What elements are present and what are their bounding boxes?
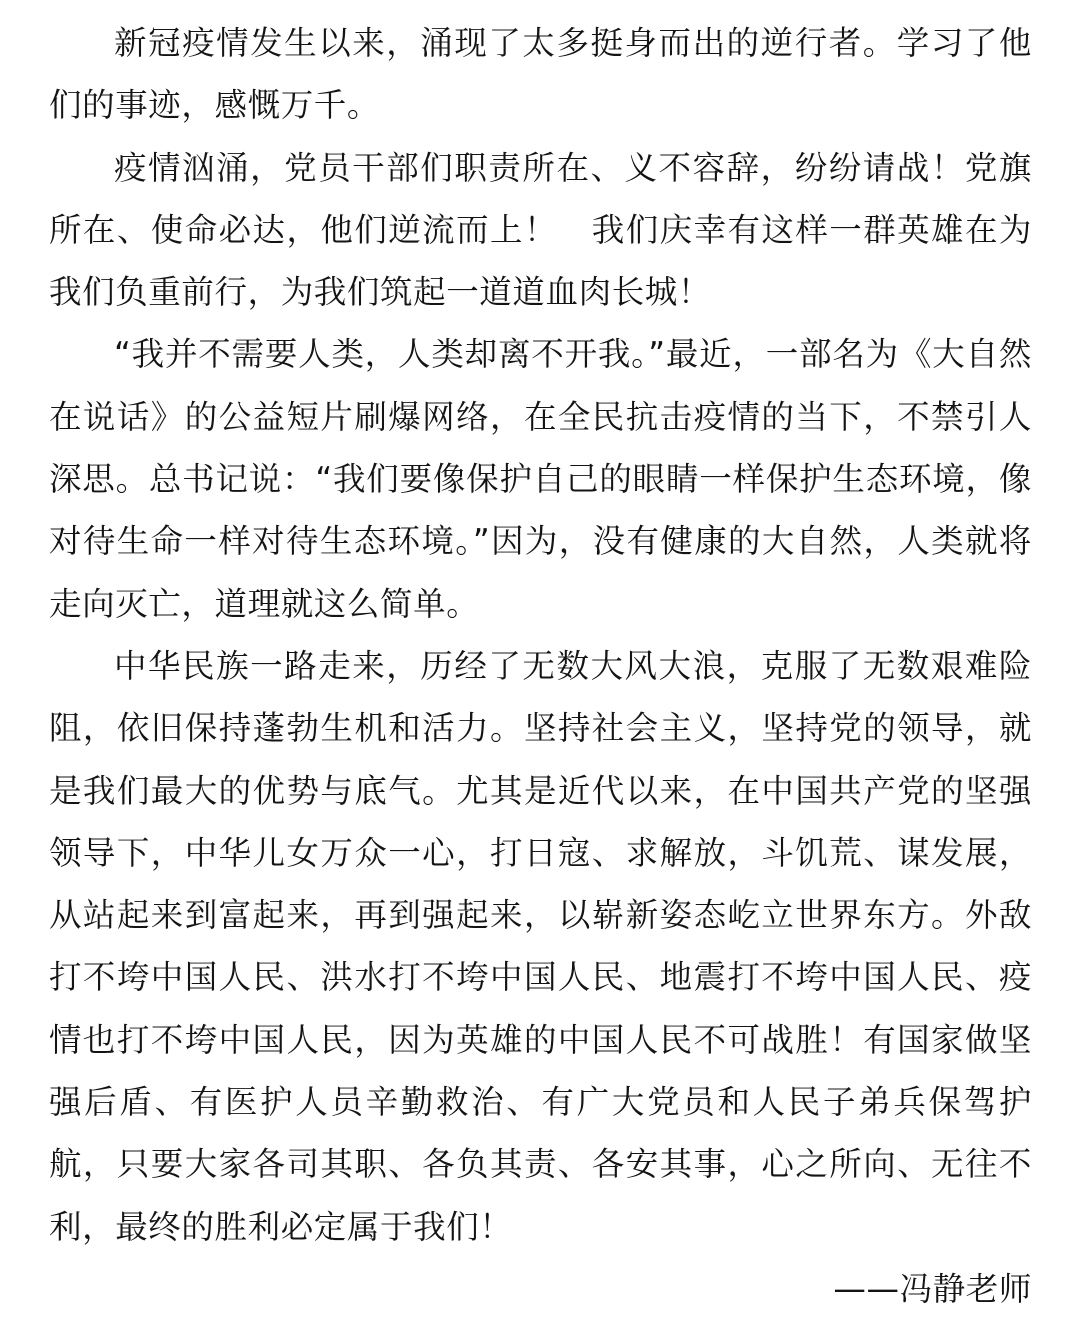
paragraph-3: “我并不需要人类，人类却离不开我。”最近，一部名为《大自然在说话》的公益短片刷爆网络，在全民抗击疫情的当下，不禁引人深思。总书记说：“我们要像保护自己的眼睛一样保护生态环境，像对待生命一样对待生态环境。”因为，没有健康的大自然，人类就将走向灭亡，道理就这么简单。 (49, 335, 1032, 623)
paragraph-2: 疫情汹涌，党员干部们职责所在、义不容辞，纷纷请战！党旗所在、使命必达，他们逆流而上！ 我们庆幸有这样一群英雄在为我们负重前行，为我们筑起一道道血肉长城！ (49, 148, 1032, 312)
author-signature: ——冯静老师 (833, 1269, 1032, 1308)
paragraph-1: 新冠疫情发生以来，涌现了太多挺身而出的逆行者。学习了他们的事迹，感慨万千。 (49, 24, 1032, 125)
paragraph-4: 中华民族一路走来，历经了无数大风大浪，克服了无数艰难险阻，依旧保持蓬勃生机和活力。坚持社会主义，坚持党的领导，就是我们最大的优势与底气。尤其是近代以来，在中国共产党的坚强领导下，中华儿女万众一心，打日寇、求解放，斗饥荒、谋发展，从站起来到富起来，再到强起来，以崭新姿态屹立世界东方。外敌打不垮中国人民、洪水打不垮中国人民、地震打不垮中国人民、疫情也打不垮中国人民，因为英雄的中国人民不可战胜！有国家做坚强后盾、有医护人员辛勤救治、有广大党员和人民子弟兵保驾护航，只要大家各司其职、各负其责、各安其事，心之所向、无往不利，最终的胜利必定属于我们！ (49, 646, 1032, 1246)
